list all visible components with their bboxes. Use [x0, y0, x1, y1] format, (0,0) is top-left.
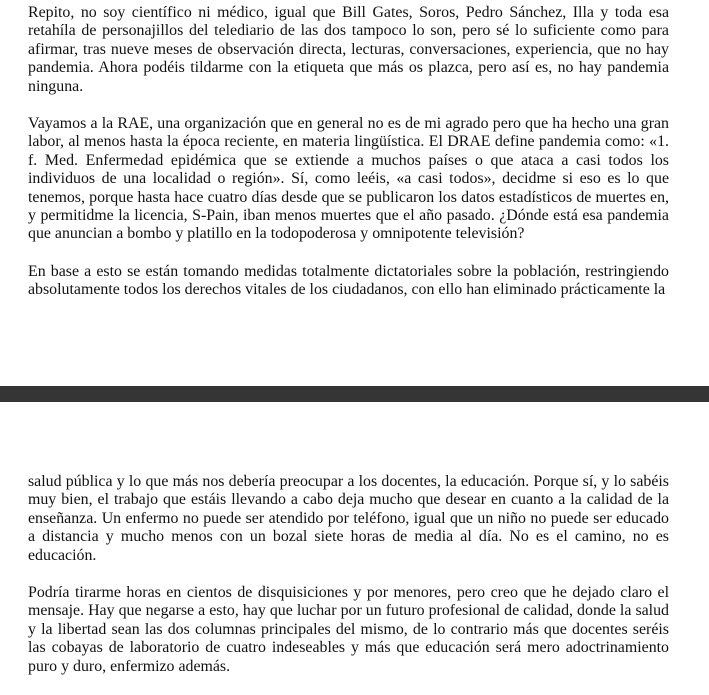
- document-page-bottom: [0, 402, 709, 694]
- paragraph-conclusion: Podría tirarme horas en cientos de disquisiciones y por menores, pero creo que he dejado claro el mensaje. Hay que negarse a esto, hay que luchar por un futuro profesional de calidad, donde la salud y la libertad sean las dos columnas principales del mismo, de lo contrario más que docentes seréis las cobayas de laboratorio de cuatro indeseables y más que educación será mero adoctrinamiento puro y duro, enfermizo además.: [28, 584, 669, 675]
- text-block-bottom: [28, 473, 669, 695]
- paragraph-measures: En base a esto se están tomando medidas totalmente dictatoriales sobre la población, restringiendo absolutamente todos los derechos vitales de los ciudadanos, con ello han eliminado prácticamente la: [28, 262, 669, 299]
- text-block-top: [28, 4, 669, 319]
- paragraph-intro: Repito, no soy científico ni médico, igual que Bill Gates, Soros, Pedro Sánchez, Illa y toda esa retahíla de personajillos del telediario de las dos tampoco lo son, pero sé lo suficiente como para afirmar, tras nueve meses de observación directa, lecturas, conversaciones, experiencia, que no hay pandemia. Ahora podéis tildarme con la etiqueta que más os plazca, pero así es, no hay pandemia ninguna.: [28, 4, 669, 95]
- page-break-divider: [0, 386, 709, 402]
- paragraph-rae-definition: Vayamos a la RAE, una organización que en general no es de mi agrado pero que ha hecho una gran labor, al menos hasta la época reciente, en materia lingüística. El DRAE define pandemia como: «1. f. Med. Enfermedad epidémica que se extiende a muchos países o que ataca a casi todos los individuos de una localidad o región». Sí, como leéis, «a casi todos», decidme si eso es lo que tenemos, porque hasta hace cuatro días desde que se publicaron los datos estadísticos de muertes en, y permitidme la licencia, S-Pain, iban menos muertes que el año pasado. ¿Dónde está esa pandemia que anuncian a bombo y platillo en la todopoderosa y omnipotente televisión?: [28, 115, 669, 243]
- paragraph-education: salud pública y lo que más nos debería preocupar a los docentes, la educación. Porque sí, y lo sabéis muy bien, el trabajo que estáis llevando a cabo deja mucho que desear en cuanto a la calidad de la enseñanza. Un enfermo no puede ser atendido por teléfono, igual que un niño no puede ser educado a distancia y mucho menos con un bozal siete horas de media al día. No es el camino, no es educación.: [28, 473, 669, 564]
